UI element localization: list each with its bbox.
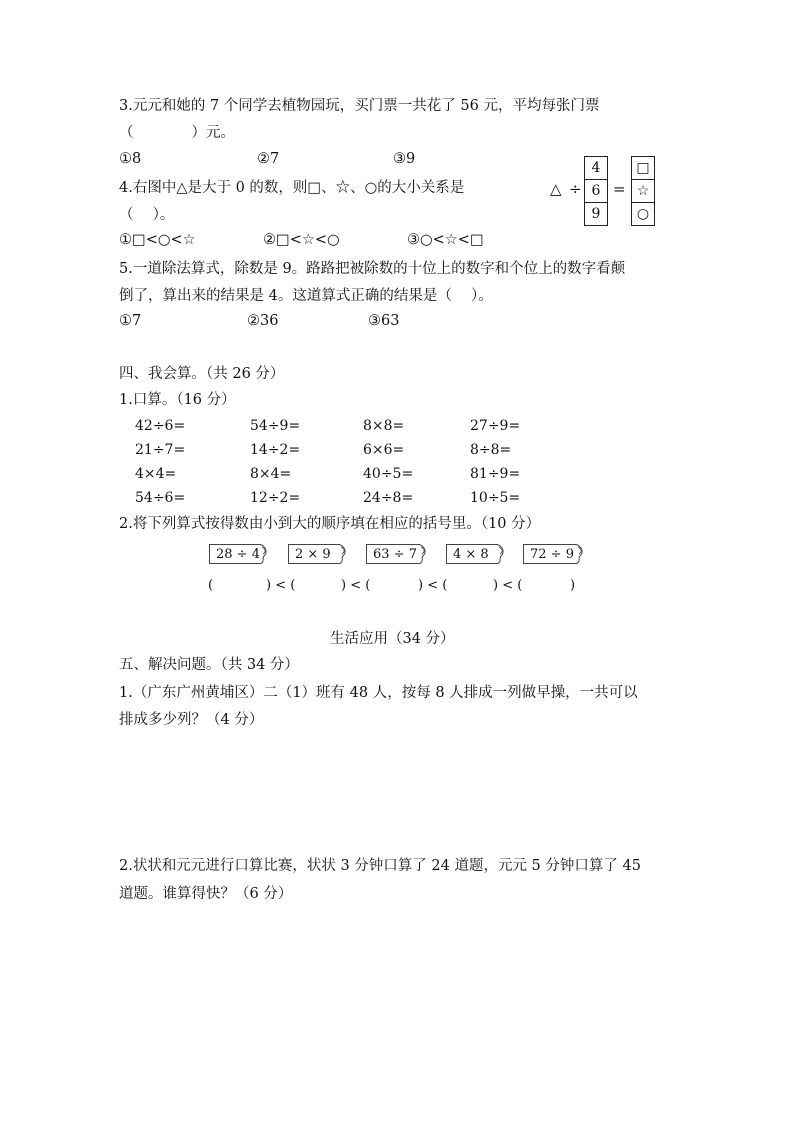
figure-left-cell: 9 <box>591 206 601 222</box>
q4-option-2: ②□<☆<○ <box>263 232 340 248</box>
q5-option-2: ②36 <box>247 313 279 329</box>
section5-q2-line2: 道题。谁算得快？（6 分） <box>119 886 293 902</box>
figure-right-cell: ☆ <box>632 180 654 203</box>
figure-left-cell: 4 <box>585 157 607 180</box>
q4-text-line1: 4.右图中△是大于 0 的数，则□、☆、○的大小关系是 <box>119 180 465 196</box>
card-curl-icon <box>495 544 507 564</box>
figure-right-cell: ○ <box>636 206 650 222</box>
q4-option-3: ③○<☆<□ <box>407 232 484 248</box>
figure-left-column <box>584 156 608 226</box>
q3-option-2: ②7 <box>257 151 280 167</box>
calc-item: 14÷2= <box>250 442 301 458</box>
figure-right-column <box>631 156 655 226</box>
section4-sub1: 1.口算。（16 分） <box>119 392 236 408</box>
figure-right-cell: □ <box>632 157 654 180</box>
calc-item: 12÷2= <box>250 490 301 506</box>
calc-item: 54÷6= <box>135 490 186 506</box>
q3-option-3: ③9 <box>393 151 416 167</box>
calc-item: 10÷5= <box>470 490 521 506</box>
q5-option-3: ③63 <box>368 313 400 329</box>
card-text: 63 ÷ 7 <box>373 547 417 562</box>
answer-blank[interactable]: ) <box>570 578 576 593</box>
q3-text-line1: 3.元元和她的 7 个同学去植物园玩，买门票一共花了 56 元，平均每张门票 <box>119 98 600 114</box>
answer-blank[interactable]: ) < ( <box>493 578 523 593</box>
card-text: 4 × 8 <box>453 547 489 562</box>
card-curl-icon <box>417 544 429 564</box>
answer-blank[interactable]: ) < ( <box>341 578 371 593</box>
calc-item: 40÷5= <box>363 466 414 482</box>
calc-item: 8×4= <box>250 466 292 482</box>
q5-option-1: ①7 <box>119 313 142 329</box>
calc-item: 24÷8= <box>363 490 414 506</box>
calc-item: 8×8= <box>363 418 405 434</box>
calc-item: 8÷8= <box>470 442 512 458</box>
calc-item: 42÷6= <box>135 418 186 434</box>
calc-item: 81÷9= <box>470 466 521 482</box>
card-text: 2 × 9 <box>295 547 331 562</box>
answer-blank[interactable]: ) < ( <box>418 578 448 593</box>
section4-sub2: 2.将下列算式按得数由小到大的顺序填在相应的括号里。（10 分） <box>119 516 541 532</box>
life-application-title: 生活应用（34 分） <box>330 631 455 647</box>
card-text: 72 ÷ 9 <box>530 547 574 562</box>
calc-item: 54÷9= <box>250 418 301 434</box>
q3-option-1: ①8 <box>119 151 142 167</box>
section5-q1-line2: 排成多少列？（4 分） <box>119 712 264 728</box>
card-curl-icon <box>258 544 270 564</box>
card-text: 28 ÷ 4 <box>216 547 260 562</box>
q4-option-1: ①□<○<☆ <box>119 232 196 248</box>
expression-card <box>288 544 340 564</box>
expression-card <box>366 544 420 564</box>
answer-blank[interactable]: ( <box>208 578 214 593</box>
section4-title: 四、我会算。（共 26 分） <box>119 366 285 382</box>
card-curl-icon <box>574 544 586 564</box>
calc-item: 27÷9= <box>470 418 521 434</box>
section5-q2-line1: 2.状状和元元进行口算比赛，状状 3 分钟口算了 24 道题，元元 5 分钟口算了 45 <box>119 858 641 874</box>
q5-text-line1: 5.一道除法算式，除数是 9。路路把被除数的十位上的数字和个位上的数字看颠 <box>119 261 626 277</box>
figure-left-cell: 6 <box>585 180 607 203</box>
card-curl-icon <box>337 544 349 564</box>
calc-item: 4×4= <box>135 466 177 482</box>
q4-text-line2: （ ）。 <box>119 207 175 223</box>
expression-card <box>446 544 498 564</box>
q3-text-line2: （ ）元。 <box>119 125 235 141</box>
expression-card <box>209 544 261 564</box>
calc-item: 6×6= <box>363 442 405 458</box>
q5-text-line2: 倒了，算出来的结果是 4。这道算式正确的结果是（ ）。 <box>119 288 493 304</box>
divide-symbol: ÷ <box>569 180 582 198</box>
equals-symbol: = <box>613 180 626 198</box>
triangle-symbol: △ <box>550 180 562 198</box>
section5-q1-line1: 1.（广东广州黄埔区）二（1）班有 48 人，按每 8 人排成一列做早操，一共可以 <box>119 685 638 701</box>
expression-card <box>523 544 577 564</box>
answer-blank[interactable]: ) < ( <box>266 578 296 593</box>
section5-title: 五、解决问题。（共 34 分） <box>119 657 299 673</box>
calc-item: 21÷7= <box>135 442 186 458</box>
